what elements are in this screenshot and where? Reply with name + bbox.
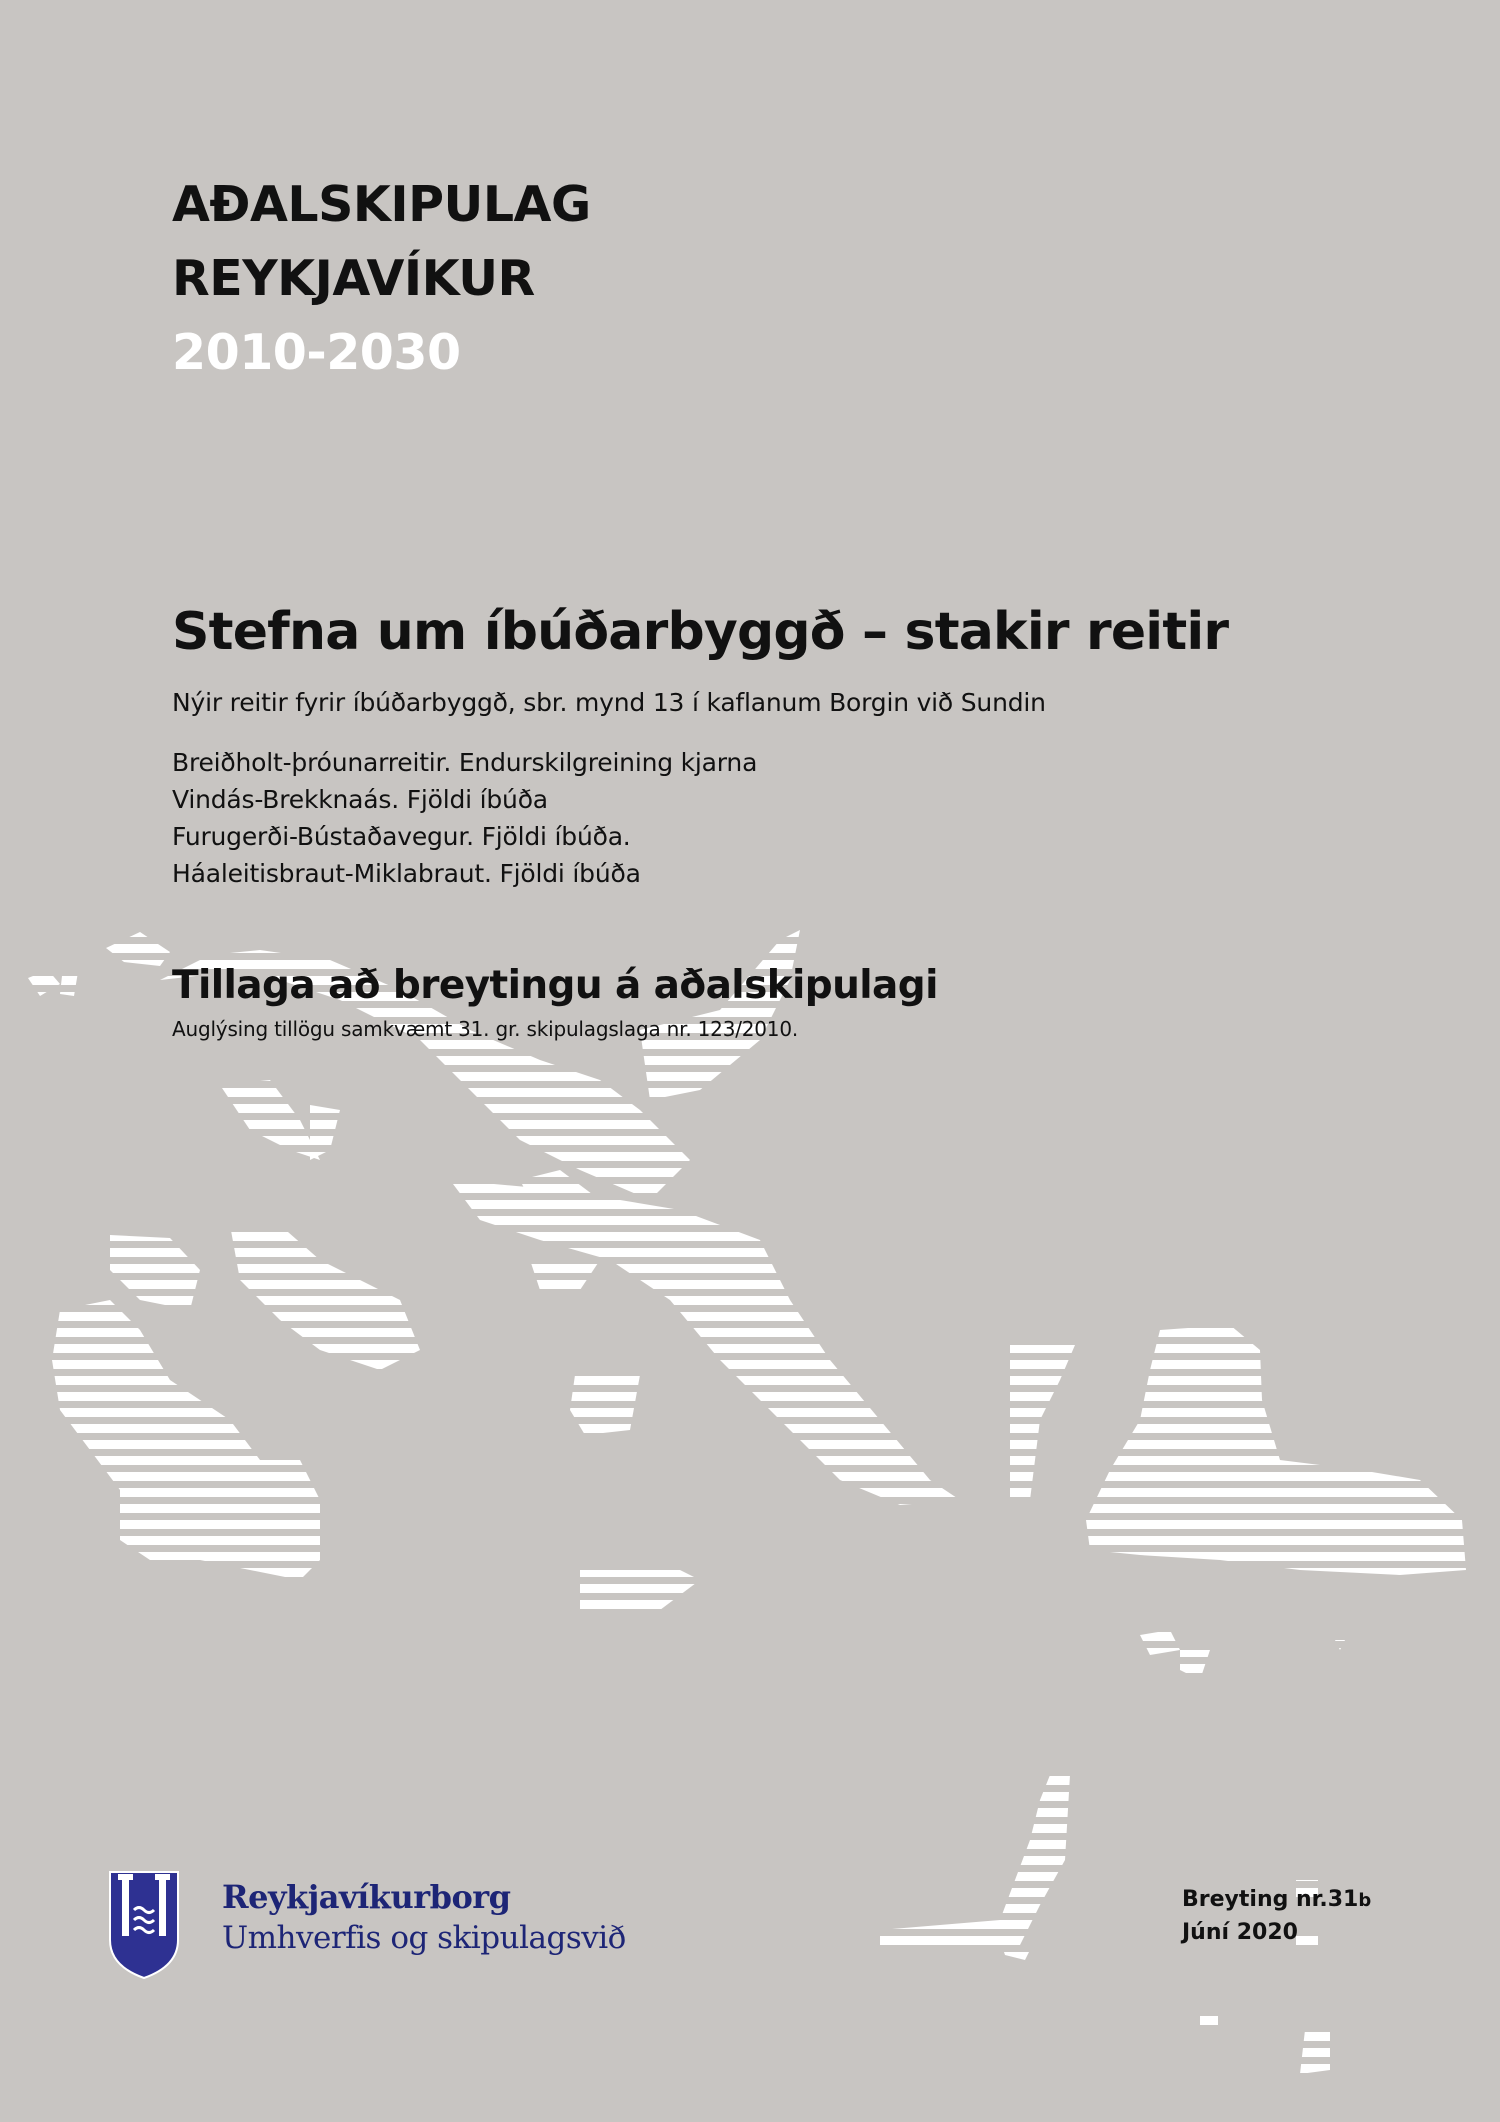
subject-item: Breiðholt-þróunarreitir. Endurskilgreining kjarna <box>172 748 758 777</box>
organization-department: Umhverfis og skipulagsvið <box>222 1920 626 1956</box>
change-date: Júní 2020 <box>1182 1920 1298 1945</box>
subject-item: Háaleitisbraut-Miklabraut. Fjöldi íbúða <box>172 859 641 888</box>
title-line-1: AÐALSKIPULAG <box>172 176 591 233</box>
change-number <box>1182 1884 1371 1917</box>
reykjavik-coat-of-arms-icon <box>108 1870 180 1980</box>
document-title <box>172 168 591 390</box>
subject-item: Vindás-Brekknaás. Fjöldi íbúða <box>172 785 548 814</box>
change-suffix: b <box>1358 1890 1372 1911</box>
subject-title: Stefna um íbúðarbyggð – stakir reitir <box>172 602 1229 662</box>
change-label: Breyting nr.31 <box>1182 1887 1359 1912</box>
proposal-subtitle: Auglýsing tillögu samkvæmt 31. gr. skipulagslaga nr. 123/2010. <box>172 1017 799 1041</box>
subject-subtitle: Nýir reitir fyrir íbúðarbyggð, sbr. mynd 13 í kaflanum Borgin við Sundin <box>172 688 1046 717</box>
organization-name: Reykjavíkurborg <box>222 1878 511 1916</box>
subject-item: Furugerði-Bústaðavegur. Fjöldi íbúða. <box>172 822 631 851</box>
title-years: 2010-2030 <box>172 324 461 381</box>
change-info <box>1182 1884 1371 1949</box>
proposal-title: Tillaga að breytingu á aðalskipulagi <box>172 963 938 1008</box>
subject-items-list <box>172 744 757 892</box>
title-line-2: REYKJAVÍKUR <box>172 250 535 307</box>
